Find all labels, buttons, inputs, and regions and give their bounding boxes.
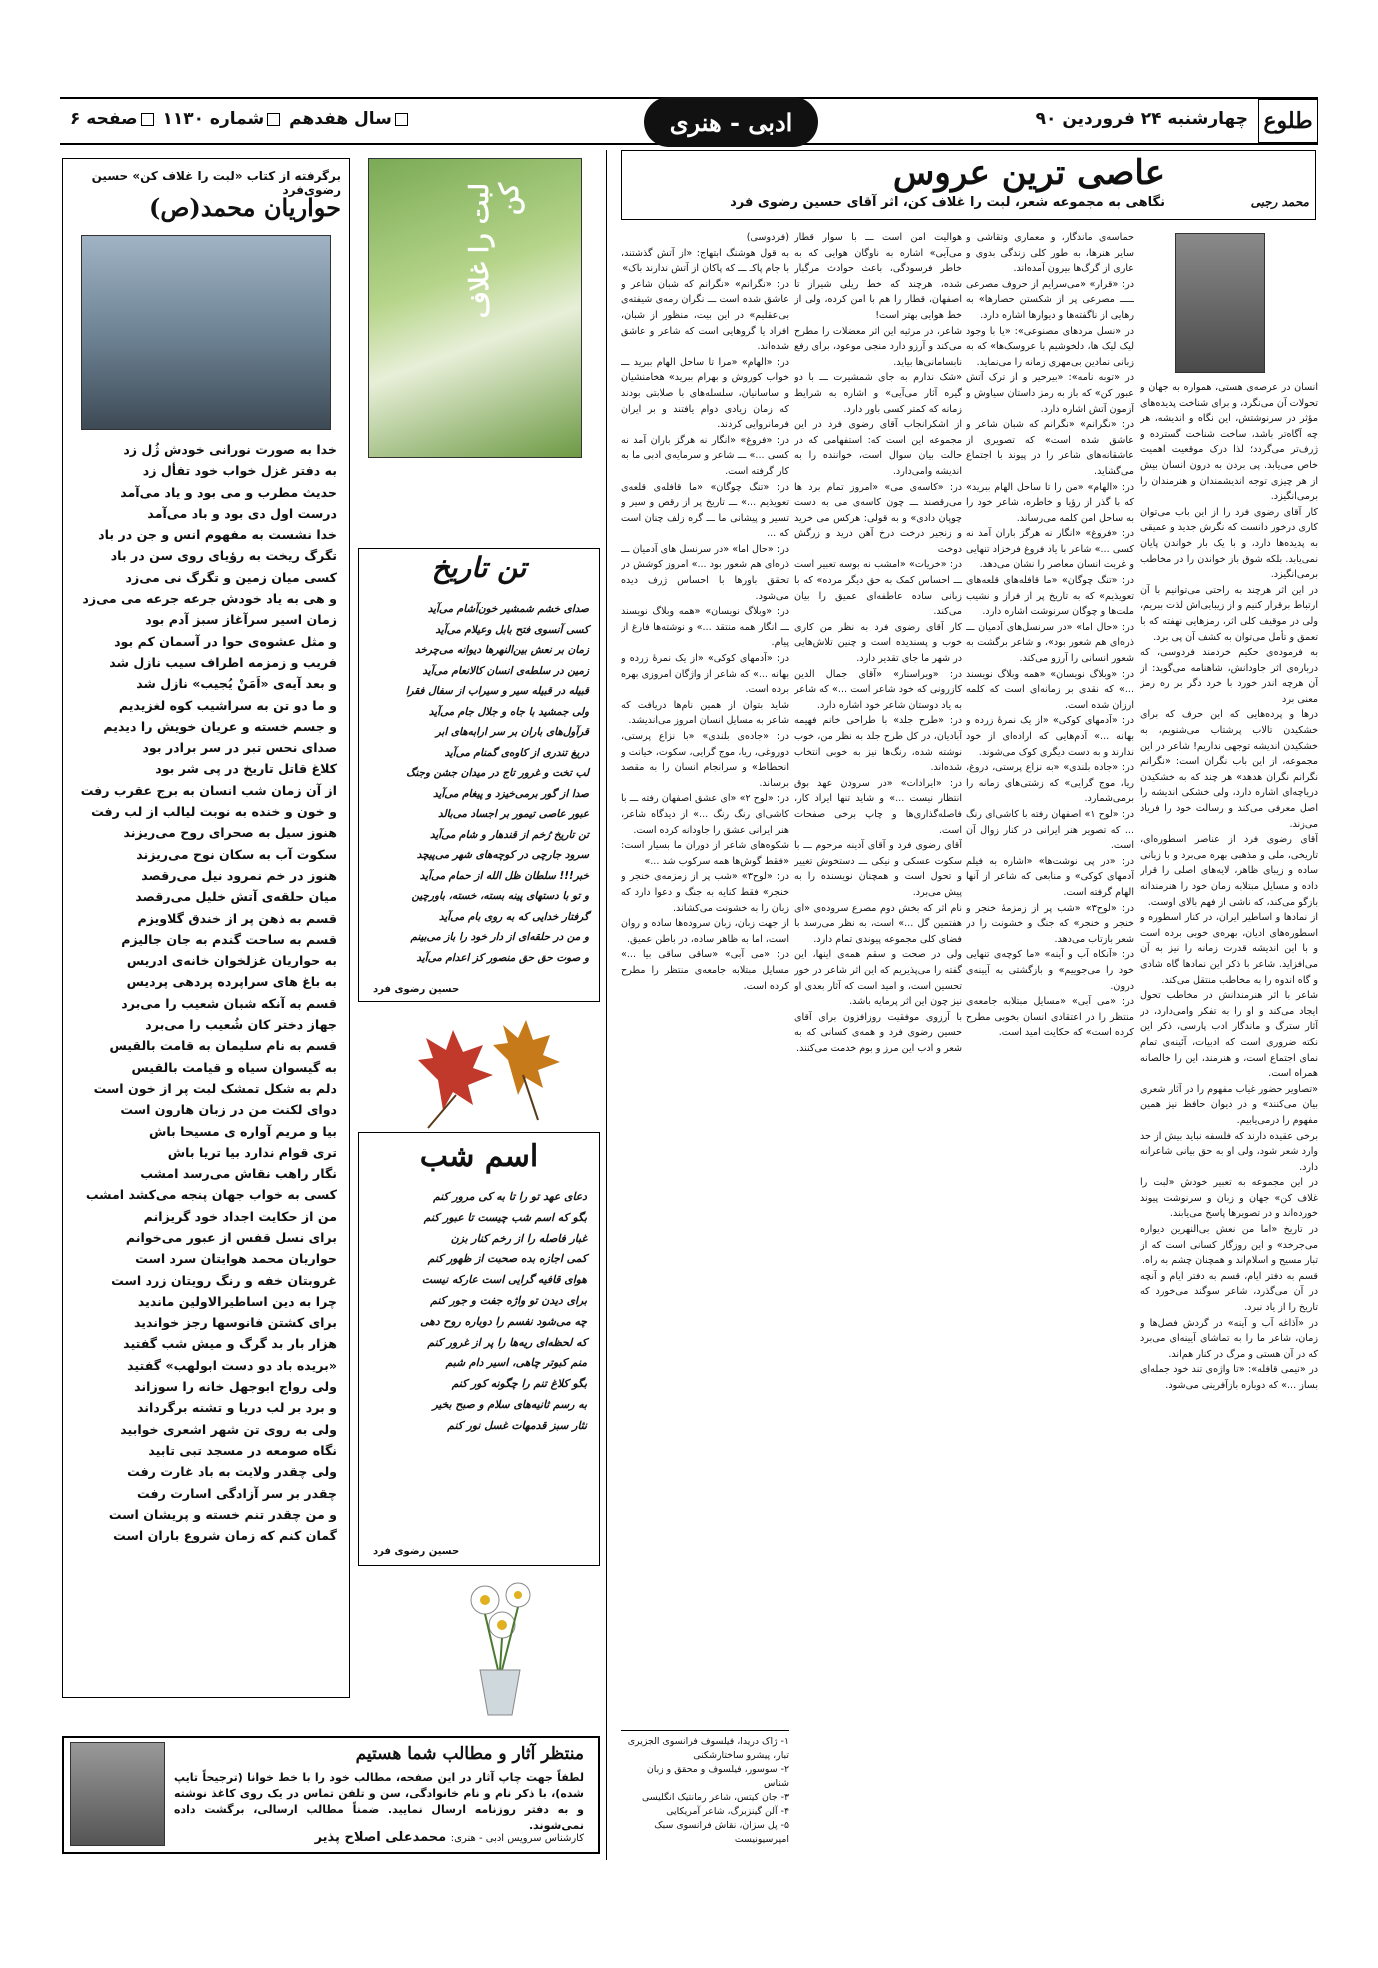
article-paragraph: در: «طرح جلد» با طراحی خانم فهیمه آبادیان، در کل طرح جلد به نظر من، خوب نوشته شده، رنگ‌ها نیز به خوبی انتخاب شده‌اند. <box>794 715 962 774</box>
poem-line: کمی اجازه بده صحبت از ظهور کنم <box>427 1252 587 1266</box>
article-author: محمد رجبی <box>1250 195 1309 209</box>
article-paragraph: شکوه‌های شاعر از دوران ما بسیار است: «فقط گوش‌ها همه سرکوب شد ...» <box>621 840 789 867</box>
article-column-2 <box>966 230 1134 1850</box>
book-cover-image <box>368 158 582 458</box>
poem-line: برای کشتن فانوسها رجز خواندید <box>133 1315 337 1331</box>
page-label: صفحه ۶ <box>70 109 138 129</box>
article-paragraph: در: «نگرانم» «نگرانم که شبان شاعر و عاشق شده است ـــ نگران رمه‌ی شیفته‌ی بی‌عقلیم» در این بیت، منظور از شبان، افراد یا گروهایی است که شاعر و عاشق شده‌اند. <box>621 278 789 353</box>
poem-line: و من چقدر تنم خسته و پریشان است <box>108 1506 337 1522</box>
poem-line: زمین در سلطه‌ی انسان کالانعام می‌آید <box>422 664 589 677</box>
article-paragraph: در: «نگرانم» «نگرانم که شبان شاعر و عاشق شده است» که تصویری از عاشقانه‌های شاعر را در پیوند با اجتماع می‌گشاید. <box>966 419 1134 477</box>
article-paragraph: در: «حال اما» «در سرنسل های آدمیان ـــ ذره‌ای هم شعور بود ...» امروز کوشش در تحقق باورها با احساس ژرف دیده می‌شود. <box>621 543 789 602</box>
poem-line: برای دیدن تو واژه جفت و جور کنم <box>430 1293 587 1307</box>
poem-signature: حسین رضوی فرد <box>373 984 460 995</box>
poem-line: ولی چقدر ولایت به باد غارت رفت <box>127 1464 337 1480</box>
article-paragraph: به فرموده‌ی حکیم خردمند فردوسی، که درباره‌ی اثر جاودانش، شاهنامه می‌گوید: از آن هرچه اندر خورد با خرد دگر بر ره رمز معنی برد <box>1140 647 1318 705</box>
article-subtitle: نگاهی به مجموعه شعر، لبت را غلاف کن، اثر آقای حسین رضوی فرد <box>730 195 1165 210</box>
poem-line: صدا از گور برمی‌خیزد و پیغام می‌آید <box>433 787 589 800</box>
article-paragraph: در: «الهام» «من را تا ساحل الهام ببرید» که با گذر از رؤیا و خاطره، شاعر خود را به ساحل امن کلمه می‌رساند. <box>966 481 1134 524</box>
poem-line: دریغ تندری از کاوه‌ی گمنام می‌آید <box>444 746 589 759</box>
article-paragraph: در «توبه نامه»: «بیرحیر و از ترک آتش عبور کن» که باز به رمز داستان سیاوش و آزمون آتش اشاره دارد. <box>966 372 1134 415</box>
article-paragraph: از جهت زبان، زبان سروده‌ها ساده و روان است، اما به ظاهر ساده، در باطن عمیق. <box>621 918 789 945</box>
issue-info <box>70 109 411 129</box>
article-paragraph: «تصاویر حضور غیاب مفهوم را در آثار شعری بیان می‌کنند» و در دیوان حافظ نیز همین مفهوم را درمی‌یابیم. <box>1140 1083 1318 1126</box>
article-paragraph: در: «فروغ» «انگار نه هرگز باران آمد نه کسی ...» ـــ شاعر و سرمایه‌ی ادبی ما به کار گرفته است. <box>621 434 789 477</box>
poem-line: دلم به شکل تمشک لبت پر از خون است <box>93 1080 337 1096</box>
poem-line: به گیسوان سیاه و قیامت بالقیس <box>131 1059 337 1075</box>
article-paragraph: شاعر، در مرثیه این اثر معضلات را مطرح می‌کند و آرزو دارد منجی موعود، برای رفع نابسامانی‌ها بیاید. <box>794 325 962 368</box>
article-paragraph: کار آقای رضوی فرد به نظر من کاری خوب و پسندیده است و چنین تلاش‌هایی در شهر ما جای تقدیر دارد. <box>794 621 962 665</box>
poem-line: و مثل عشوه‌ی حوا در آسمان کم بود <box>114 633 337 649</box>
poem-line: نثار سبز قدمهات غسل نور کنم <box>447 1418 587 1432</box>
article-paragraph: در «آذاغه آب و آینه» در گردش فصل‌ها و زمان، شاعر ما را به تماشای آیینه‌ای می‌برد که در آن هستی و مرگ در کنار هم‌اند. <box>1140 1317 1318 1360</box>
poem-line: هوای قافیه گرایی است عارکه نیست <box>421 1273 587 1287</box>
poem-line: خدا به صورت نورانی خودش ژُل زد <box>123 442 337 457</box>
feature-source: برگرفته از کتاب «لبت را غلاف کن» حسین رضوی‌فرد <box>91 169 341 197</box>
article-paragraph: انسان در عرصه‌ی هستی، همواره به جهان و تحولات آن می‌نگرد، و برای شناخت پدیده‌های مؤثر در سرنوشتش، این نگاه و اندیشه، هر چه آگاه‌تر باشد، ساخت شناخت گسترده و ژرف‌تر می‌گردد؛ لذا درک موقعیت اهمیت خاص می‌یابد. پی بردن به درون انسان بیش از هر چیزی توجه اندیشمندان و هنرمندان را برمی‌انگیزد. <box>1140 382 1318 503</box>
article-paragraph: در: «می آبی» «ساقی ساقی بیا ...» مسایل مبتلابه جامعه‌ی منتظر را مطرح کرده است. <box>621 949 789 992</box>
poem-line: دوای لکنت من در زبان هارون است <box>120 1102 337 1118</box>
article-paragraph: درها و پرده‌هایی که این حرف که برای خشکیدن تالاب پرشتاب می‌شنویم، به خشکیدن اندیشه توجهی نداریم! شاعر در این مجموعه، از این باب نگران است: «نگرانم نگرانم نگران هدهد» هر چند که به خشکیدن دریاچه‌ای اشاره دارد، ولی خشکی اندیشه را اصل معرفی می‌کند و رسالت خود را فریاد می‌زند. <box>1140 709 1318 830</box>
article-column-4 <box>621 230 789 1850</box>
poem-line: قبیله در قبیله سیر و سیراب از سفال فقرا <box>405 685 589 697</box>
masthead <box>60 97 1318 145</box>
poem-line: نگار راهب نقاش می‌رسد امشب <box>140 1166 337 1182</box>
poem-line: تگرگ ریخت به رؤیای روی سن در باد <box>110 548 337 564</box>
poem-line: زمان اسیر سرآغاز سبز آدم بود <box>145 612 337 628</box>
feature-title: حواریان محمد(ص) <box>148 193 341 222</box>
poem-line: هنوز سیل به صحرای روح می‌ریزند <box>123 825 337 841</box>
poem-line: منم کبوتر چاهی، اسیر دام شبم <box>445 1356 587 1370</box>
signature-name: محمدعلی اصلاح پذیر <box>314 1830 447 1845</box>
poem-line: بگو کلاغ تنم را چگونه کور کنم <box>451 1377 587 1391</box>
poem-line: کسی میان زمین و تگرگ نی می‌زد <box>125 569 337 585</box>
poem-line: تری قوام ندارد بیا تریا باش <box>167 1144 337 1160</box>
poem-line: ولی رواج ابوجهل خانه را سوزاند <box>134 1379 337 1395</box>
poem-line: نگاه صومعه در مسجد تبی تابید <box>148 1442 337 1458</box>
poem-line: چرا به دین اساطیرالاولین ماندید <box>137 1293 337 1309</box>
poem-line: حدیث مطرب و می بود و یاد می‌آمد <box>120 484 337 500</box>
poem-line: چه می‌شود نفسم را دوباره روح دهی <box>420 1314 587 1328</box>
poem-line: دعای عهد تو را تا به کی مرور کنم <box>433 1190 587 1203</box>
footnote: ۱- ژاک دریدا، فیلسوف فرانسوی الجزیری تبار، پیشرو ساختارشکنی <box>627 1736 789 1761</box>
article-paragraph: در: «در پی نوشت‌ها» «اشاره به فیلم آدمهای کوکی» و منابعی که شاعر از آنها الهام گرفته است. <box>966 855 1134 898</box>
poem-line: درست اول دی بود و باد می‌آمد <box>147 505 337 521</box>
article-paragraph: در: «کاسه‌ی می» «امروز تمام برد ها می‌رقصند ـــ چون کاسه‌ی می به دست چوپان دادی» و به قولی: هرکس می خرید و زنجیر درخت درخ آهن درید و زرگش دوخت <box>794 481 962 555</box>
signature-role: کارشناس سرویس ادبی - هنری: <box>450 1833 584 1844</box>
poem-line: کسی آنسوی فتح بابل وعیلام می‌آید <box>435 623 589 636</box>
article-paragraph: به قول هوشنگ ابتهاج: «از آتش گذشتند، با جام پاکـ ـــ که پاکان از آتش ندارند باک» <box>621 247 789 275</box>
poem-line: هنوز در خم نمرود نیل می‌رقصد <box>141 867 337 883</box>
article-paragraph: نام اثر که بخش دوم مصرع سروده‌ی «ای هفتمین گل ...» است، به نظر می‌رسد با فضای کلی مجموعه پیوندی تمام دارد. <box>794 902 962 945</box>
poem-line: و من در حلقه‌ای از دار خود را باز می‌بینم <box>410 931 589 943</box>
poem-line: هزار بار بد گرگ و میش شب گفتید <box>123 1336 337 1352</box>
article-paragraph: در این مجموعه به تعبیر خودش «لبت را غلاف کن» جهان و زبان و سرنوشت پیوند خورده‌اند و در تصویرها پاسخ می‌یابند. <box>1140 1177 1318 1220</box>
editor-photo <box>70 1742 165 1846</box>
article-paragraph: در: «می آبی» «مسایل مبتلابه جامعه‌ی منتظر را در اعتقادی انسان بخوبی مطرح کرده است» که حکایت امید است. <box>966 996 1134 1039</box>
article-paragraph: در «نیمی قافله»: «تا واژه‌ی تند خود جمله‌ای بساز ...» که دوباره بازآفرینی می‌شود. <box>1140 1364 1318 1391</box>
article-paragraph: در «نسل مردهای مصنوعی»: «یا با وجود لیک لیک ها، دلخوشیم با عروسک‌ها» که به زبانی نمادین بی‌مهری زمانه را می‌نماید. <box>966 325 1134 368</box>
number-label: شماره ۱۱۳۰ <box>162 109 265 129</box>
article-paragraph: در: «لوح۳» «شب پر از زمزمۀ خنجر و خنجر و خنجر» که جنگ و خشونت را در شعر بازتاب می‌دهد. <box>966 902 1134 945</box>
article-paragraph: در: «آدمهای کوکی» «از یک نمرۀ زرده و بهانه ...» که شاعر از واژگان امروزی بهره برده است. <box>621 653 789 696</box>
article-paragraph: از نمادها و اساطیر ایران، در کنار اسطوره و اسطوره‌های ادیان، بهره‌ی خوبی برده است و با این اندیشه قدرت زمانه را نیز به آن می‌افزاید. شاعر با ذکر این نمادها گاه شادی و گاه اندوه را به مخاطب منتقل می‌کند. <box>1140 912 1318 986</box>
autumn-leaves-icon <box>398 1010 570 1130</box>
flower-vase-icon <box>440 1570 560 1720</box>
notice-title: منتظر آثار و مطالب شما هستیم <box>355 1744 584 1764</box>
poem-line: برای نسل قفس از عبور می‌خوانم <box>125 1229 337 1245</box>
article-paragraph: در: «جاده بلندی» «به نزاع پرستی، دروغ، ریا، موج گرایی» که زشتی‌های زمانه را برمی‌شمارد. <box>966 762 1134 805</box>
book-title: لبت را غلاف کن <box>465 183 525 319</box>
article-paragraph: ولی در صحت و سقم همه‌ی اینها، این گفته را می‌پذیریم که این اثر شاعر در خور تحسین است، و امید است که آثار بعدی او نیز چون این اثر پرمایه باشد. <box>794 949 962 1008</box>
article-paragraph: در: «جاده‌ی بلندی» «با نزاع پرستی، دوروغی، ریا، موج گرایی، سکوت، خیانت و انحطاط» و سرانجام انسان را به مقصد برساند. <box>621 731 789 789</box>
square-icon <box>395 113 408 126</box>
poem-line: گمان کنم که زمان شروع باران است <box>113 1528 337 1544</box>
footnote: ۴- آلن گینزبرگ، شاعر آمریکایی <box>666 1806 789 1817</box>
article-paragraph: کار آقای رضوی فرد را از این باب می‌توان کاری درخور دانست که نگرش جدید و عمیقی به پدیده‌ها دارد، و با یک بار خواندن پایان نمی‌یابد. بلکه شوق باز خواندن را در مخاطب برمی‌انگیزد. <box>1140 506 1318 581</box>
poem-line: خدا نشست به مفهوم انس و جن در باد <box>98 527 337 543</box>
article-paragraph: در: «خریات» «امشب نه بوسه تعبیر است ـــ احساس کمک به حق دیگر مرده» که با زبانی ساده عاطفه‌ای عمیق را بیان می‌کند. <box>794 559 962 618</box>
poem-line: گرفتار خدایی که به روی بام می‌آید <box>438 910 589 923</box>
feature-poem-box <box>62 158 350 1698</box>
issue-date: چهارشنبه ۲۴ فروردین ۹۰ <box>1035 109 1248 129</box>
poem-line: و برد بر لب دریا و تشنه برگرداند <box>137 1400 337 1416</box>
article-paragraph: «شک ندارم به جای شمشیرت ـــ با دو گیره آثار می‌آیی» و اشاره به شرایط زمانه که کمتر کسی باور دارد. <box>794 372 962 415</box>
article-paragraph: در: «تنگ چوگان» «ما قافله‌های قلعه‌های تعویذیم» که به تاریخ پر از فراز و نشیب ملت‌ها و چوگان سرنوشت اشاره دارد. <box>966 575 1134 618</box>
article-paragraph: در: «لوح۳» «شب پر از زمزمه‌ی خنجر و خنجر» فقط کنایه به جنگ و دعوا دارد که زبان را به خشونت می‌کشاند. <box>621 871 789 914</box>
article-paragraph: در: «آنکاه آب و آینه» «ما کوچه‌ی تنهایی خود را می‌جوییم» و بازگشتی به آیینه‌ی درون. <box>966 949 1134 992</box>
poem-line: چقدر بر سر آزادگی اسارت رفت <box>137 1485 337 1501</box>
poem-line: و ما دو تن به سراشیب کوه لغزیدیم <box>118 697 337 713</box>
poem-line: قسم به ساحت گندم به جان جالیزم <box>121 931 337 947</box>
article-paragraph: در: «ایرادات» «در سرودن عهد بوق انتظار نیست ...» و شاید تنها ایراد کار، فاصله‌گذاری‌ها و چاپ برخی صفحات است. <box>794 777 962 836</box>
poem-line: صدای خشم شمشیر خون‌آشام می‌آید <box>427 603 589 615</box>
author-photo <box>1175 233 1265 373</box>
poem-line: و بعد آیه‌ی «اَمَنْ یُجیب» نازل شد <box>136 676 337 692</box>
footnote: ۳- جان کیتس، شاعر رمانتیک انگلیسی <box>641 1792 789 1803</box>
poem-line: ولی جمشید با جاه و جلال جام می‌آید <box>428 705 589 718</box>
column-divider <box>606 150 607 1860</box>
poem-line: قرآول‌های باران بر سر ارابه‌های ابر <box>435 726 589 738</box>
footnote: ۵- پل سزان، نقاش فرانسوی سبک امپرسیونیست <box>654 1820 789 1845</box>
article-paragraph: از اشکرانجاب آقای رضوی فرد در این مجموعه این است که: استفهامی که در حالت بیان سوال است، خواننده را به اندیشه وامی‌دارد. <box>794 419 962 477</box>
volume-label: سال هفدهم <box>289 109 392 129</box>
poem-line: سکوت آب به سکان نوح می‌ریزند <box>136 846 337 862</box>
article-paragraph: در این اثر هرچند به راحتی می‌توانیم با آن ارتباط برقرار کنیم و از زیبایی‌اش لذت ببریم، ولی در موقیف کلی اثر، رمزهایی نهفته که با تعمق و تأمل می‌توان به کشف آن پی برد. <box>1140 584 1318 643</box>
poem-title: تن تاریخ <box>431 551 527 584</box>
poem-line: بگو که اسم شب چیست تا عبور کنم <box>423 1210 587 1224</box>
poem-line: ولی به روی تن شهر اشعری خوابید <box>120 1421 337 1437</box>
article-column-3 <box>794 230 962 1850</box>
poem-line: به رسم ثانیه‌های سلام و صبح بخیر <box>432 1397 587 1411</box>
poem-line: فریب و زمزمه اطراف سیب نازل شد <box>109 654 337 670</box>
article-paragraph: هوالیت امن است ـــ با سوار قطار می‌آیی» اشاره به ناوگان هوایی که به خاطر فرسودگی، باعث حوادث مرگبار شده، هرچند که خط ریلی شیراز تا اصفهان، قطار را هم با امن کرده، ولی از خط هوایی بهتر است! <box>794 232 962 321</box>
poet-photo <box>81 235 331 430</box>
section-title: ادبی - هنری <box>644 97 818 147</box>
poem-lines <box>369 1187 587 1437</box>
article-paragraph: در: «لوح ۲» «ای عشق اصفهان رفته ـــ با کاشی‌ای رنگ رنگ ...» از دیدگاه شاعر، هنر ایرانی عشق را جاودانه کرده است. <box>621 793 789 836</box>
article-paragraph: آقای رضوی فرد از عناصر اسطوره‌ای، تاریخی، ملی و مذهبی بهره می‌برد و با زبانی ساده و زیبای ظاهر، لایه‌های اصلی را قرار داده و مسایل مبتلابه زمان خود را هنرمندانه بازگو می‌کند، که ناشی از فهم بالای اوست. <box>1140 834 1318 908</box>
poem-box-tan-tarikh <box>358 548 600 1002</box>
poem-line: غبار فاصله را از رخم کنار بزن <box>450 1231 587 1245</box>
poem-line: خبر!!! سلطان ظل الله از حمام می‌آید <box>419 869 589 882</box>
article-paragraph: حماسه‌ی ماندگار، و معماری وتقاشی و سایر هنرها، به طور کلی زندگی بدوی و عاری از گرگ‌ها بیرون آمده‌اند. <box>966 232 1134 275</box>
article-paragraph: قسم به دفتر ایام، قسم به دفتر ایام و آنچه در آن می‌گذرد، شاعر سوگند می‌خورد که تاریخ را از یاد نبرد. <box>1140 1270 1318 1314</box>
poem-line: کسی به خواب جهان پنجه می‌کشد امشب <box>85 1187 337 1203</box>
article-paragraph: با آرزوی موفقیت روزافزون برای آقای حسین رضوی فرد و همه‌ی کسانی که به شعر و ادب این مرز و بوم خدمت می‌کنند. <box>794 1011 962 1054</box>
notice-signature <box>315 1830 584 1845</box>
poem-line: و خون و خنده به نوبت لیالب از لب رفت <box>91 804 337 820</box>
article-paragraph: در: «وبلاگ نویسان» «همه وبلاگ نویسند ـــ انگار همه منتقد ...» و نوشته‌ها فارغ از پیام. <box>621 606 789 649</box>
footnote: ۲- سوسور، فیلسوف و محقق و زبان شناس <box>646 1764 789 1789</box>
article-paragraph: در: «قرار» «می‌سرایم از حروف مصرعی ـــــ مصرعی پر از شکستن حصارها» به رهایی از ناگفته‌ها و دیوارها اشاره دارد. <box>966 278 1134 321</box>
poem-line: صدای نحس تبر در سر برادر بود <box>142 740 337 756</box>
article-paragraph: در: «تنگ چوگان» «ما قافله‌ی قلعه‌ی تعویذیم ...» ـــ تاریخ پر از رقص و سیر و تسیر و پیشانی ما ـــ گره زلف چنان است که ... <box>621 481 789 540</box>
poem-line: کلاغ قاتل تاریخ در پی شر بود <box>155 761 337 777</box>
feature-poem-lines <box>77 439 337 1546</box>
article-paragraph: در: «فروغ» «انگار نه هرگز باران آمد نه کسی ...» شاعر با یاد فروغ فرخزاد تنهایی و غربت انسان معاصر را نشان می‌دهد. <box>966 528 1134 571</box>
poem-line: از آن زمان شب انسان به برج عقرب رفت <box>80 782 337 798</box>
newspaper-logo: طلوع <box>1258 99 1318 143</box>
poem-line: قسم به آنکه شبان شعیب را می‌برد <box>121 995 337 1011</box>
poem-line: میان حلقه‌ی آتش خلیل می‌رقصد <box>135 889 337 905</box>
poem-line: که لحظه‌ای ریه‌ها را پر از غرور کنم <box>427 1335 587 1349</box>
poem-line: لب تخت و غرور تاج در میدان جشن وجنگ <box>406 767 589 779</box>
poem-line: حواریان محمد هوایتان سرد است <box>135 1251 337 1267</box>
square-icon <box>267 113 280 126</box>
poem-line: سرود جارچی در کوچه‌های شهر می‌پیچد <box>416 849 589 861</box>
article-paragraph: آقای رضوی فرد و آقای آدینه مرحوم ـــ با سکوت عسکی و نیکی ـــ دستخوش تغییر و تحول است و همچنان نویسنده را به پیش می‌برد. <box>794 840 962 898</box>
poem-box-esm-shab <box>358 1132 600 1566</box>
poem-line: بیا و مریم آواره ی مسیحا باش <box>148 1123 337 1139</box>
poem-line: «بریده باد دو دست ابولهب» گفتید <box>127 1357 337 1373</box>
poem-title: اسم شب <box>419 1139 539 1174</box>
notice-body: لطفاً جهت چاپ آثار در این صفحه، مطالب خود را با خط خوانا (ترجیحاً تایپ شده)، با ذکر نام و نام خانوادگی، سن و تلفن تماس در یک روی کاغذ نوشته و به دفتر روزنامه ارسال نمایید. ضمناً مطالب ارسالی، برگشت داده نمی‌شوند. <box>174 1771 584 1832</box>
poem-line: و هی به یاد خودش جرعه جرعه می می‌زد <box>82 591 337 607</box>
poem-lines <box>367 599 589 968</box>
poem-line: جهاز دختر کان شُعیب را می‌برد <box>145 1017 337 1033</box>
article-paragraph: در: «ویراسنار» «آقای جمال الدین کازرونی که خود شاعر است ...» که شاعر به یاد دوستان شاعر خود اشاره دارد. <box>794 668 962 711</box>
submission-notice <box>62 1736 600 1854</box>
article-paragraph: شاعر با اثر هنرمندانش در مخاطب تحول ایجاد می‌کند و او را به تفکر وامی‌دارد، در آثار سترگ و ماندگار ادب پارسی، ذکر این نکته ضروری است که ادبیات، آئینه‌ی تمام نمای اجتماع است، و هنرمند، این را خالصانه همراه است. <box>1140 990 1318 1080</box>
article-title-box <box>621 150 1316 220</box>
article-column-1 <box>1140 230 1318 1850</box>
article-paragraph: در: «الهام» «مرا تا ساحل الهام ببرید ـــ خواب کوروش و بهرام ببرید» هخامنشیان و ساسانیان، سلسله‌های با صلابتی بودند که زمان زیادی دوام یافتند و بر ایران فرمانروایی کردند. <box>621 356 789 431</box>
poem-signature: حسین رضوی فرد <box>373 1546 460 1557</box>
article-footnotes <box>621 1730 789 1850</box>
poem-line: من از حکایت اجداد خود گریزانم <box>143 1208 337 1224</box>
poem-line: عبور عاصی تیمور بر اجساد می‌بالد <box>438 808 589 820</box>
poem-line: به حواریان غزلخوان خانه‌ی ادریس <box>126 953 337 969</box>
poem-line: و صوت حق حق منصور کز اعدام می‌آید <box>416 951 589 964</box>
square-icon <box>141 113 154 126</box>
article-paragraph: در: «لوح ۱» اصفهان رفته با کاشی‌ای رنگ ... که تصویر هنر ایرانی در کنار زوال آن است. <box>966 808 1134 852</box>
poem-line: زمان بر نعش بین‌النهرها دیوانه می‌چرخد <box>414 644 589 656</box>
article-paragraph: در: «وبلاگ نویسان» «همه وبلاگ نویسند ...» که نقدی بر زمانه‌ای است که کلمه ارزان شده است. <box>966 668 1134 711</box>
poem-line: غروبتان خفه و رنگ رویتان زرد است <box>111 1272 337 1288</box>
article-paragraph: در تاریخ «اما من نعش بی‌النهرین دیواره می‌جرخد» و این روزگار کسانی است که از تبار مسیح و اسلام‌اند و همچنان چشم به راه. <box>1140 1224 1318 1267</box>
poem-line: و تو با دستهای پینه بسته، خسته، باورچین <box>411 890 589 902</box>
poem-line: به دفتر غزل خواب خود تفأل زد <box>142 463 337 479</box>
article-paragraph: در: «حال اما» «در سرنسل‌های آدمیان ـــ ذره‌ای هم شعور بود»، و شاعر برگشت به شعور انسانی را آرزو می‌کند. <box>966 621 1134 665</box>
article-title: عاصی ترین عروس <box>892 153 1165 193</box>
article-paragraph: در: «آدمهای کوکی» «از یک نمرۀ زرده و بهانه ...» آدم‌هایی که اراده‌ای از خود ندارند و به دست دیگری کوک می‌شوند. <box>966 715 1134 758</box>
poem-line: به باغ های سراپرده پردهی پردیس <box>126 974 337 990</box>
poem-line: قسم به نام سلیمان به قامت بالقیس <box>109 1038 337 1054</box>
article-paragraph: برخی عقیده دارند که فلسفه نباید بیش از حد وارد شعر شود، ولی او به حق بیانی شاعرانه دارد. <box>1140 1130 1318 1173</box>
poem-line: قسم به ذهن پر از خندق گلاویزم <box>137 910 337 926</box>
article-paragraph: شاید بتوان از همین نام‌ها دریافت که شاعر به مسایل انسان امروز می‌اندیشد. <box>621 699 789 727</box>
article-paragraph: (فردوسی) <box>746 232 789 243</box>
poem-line: تن تاریخ رُخم از قندهار و شام می‌آید <box>429 828 589 841</box>
poem-line: و جسم خسته و عریان خویش را دیدیم <box>103 718 337 734</box>
